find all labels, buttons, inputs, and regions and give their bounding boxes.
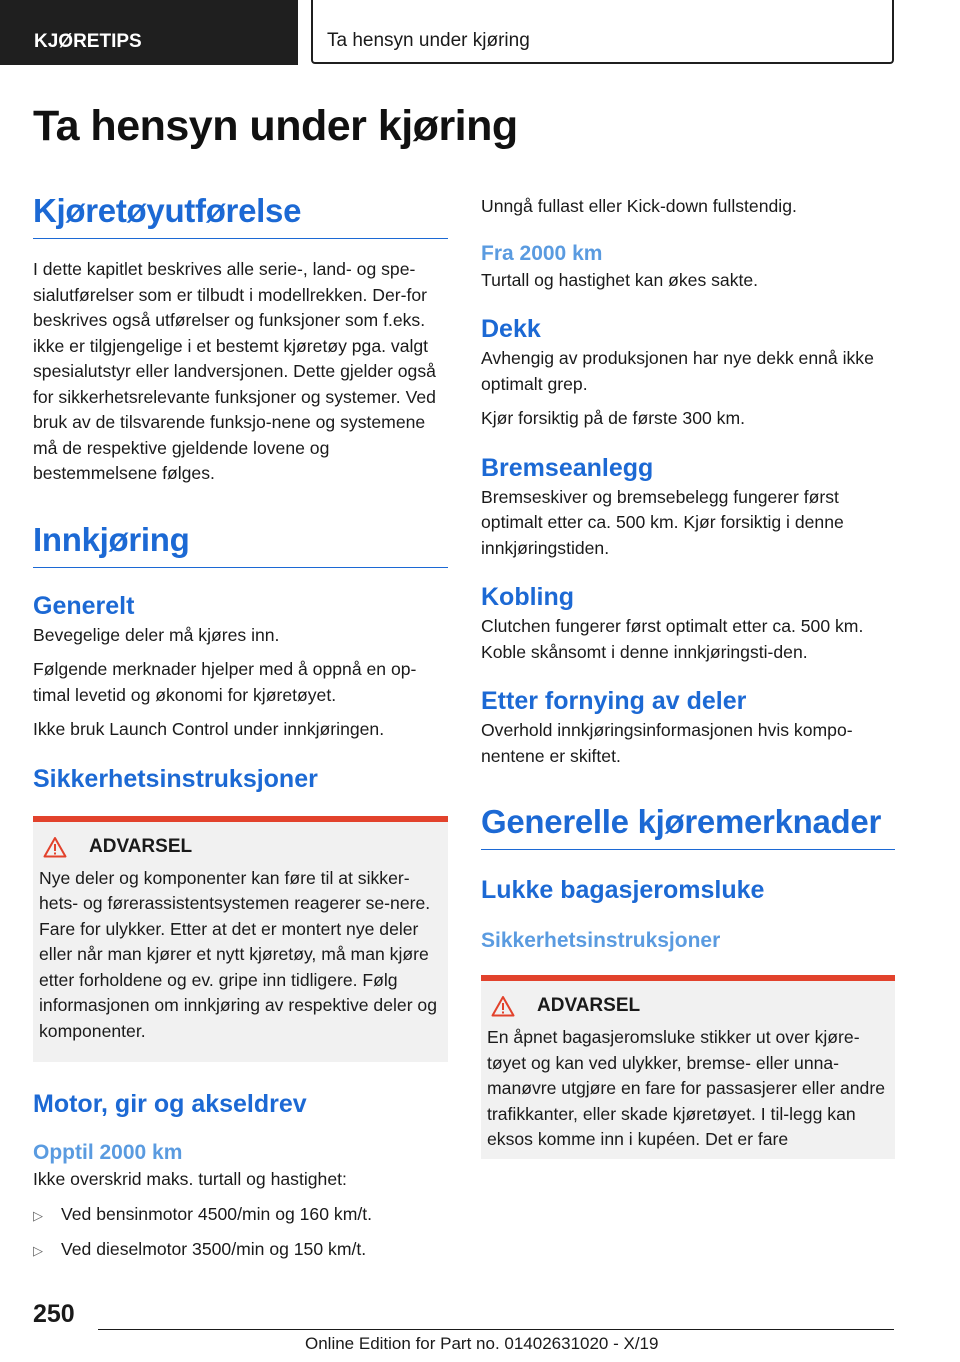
- heading-bremseanlegg: Bremseanlegg: [481, 453, 654, 482]
- warning-label: ADVARSEL: [89, 835, 193, 857]
- topic-tab: [311, 0, 894, 64]
- paragraph-fra-2000: Turtall og hastighet kan økes sakte.: [481, 269, 759, 290]
- warning-text: Nye deler og komponenter kan føre til at sikker-hets- og førerassistentsystemen reagerer se-nere. Fare for ulykker. Etter at det er montert nye deler eller når man kjører et nytt kjøretøy, må man kjøre etter forholdene og ev. gripe inn tidligere. Følg informasjonen om innkjøring av respektive deler og komponenter.: [39, 867, 438, 1041]
- heading-kjoretoyutforelse: Kjøretøyutførelse: [33, 192, 448, 239]
- footer-divider: [98, 1329, 894, 1330]
- chapter-label: KJØRETIPS: [34, 31, 142, 52]
- page-title: Ta hensyn under kjøring: [33, 102, 518, 150]
- heading-kobling: Kobling: [481, 583, 575, 611]
- paragraph-kjoretoyutforelse: I dette kapitlet beskrives alle serie-, land- og spe-sialutførelser som er tilbudt i modellrekken. Der-for beskrives også utførelser og funksjoner som f.eks. ikke er tilgjengelige i et bestemt kjøretøy pga. valgt spesialutstyr eller landversjonen. Dette gjelder også for sikkerhetsrelevante funksjoner og systemer. Ved bruk av de tilsvarende funksjo-nene og systemene må de respektive gjeldende lovene og bestemmelsene følges.: [33, 259, 436, 483]
- heading-opptil-2000: Opptil 2000 km: [33, 1141, 183, 1164]
- right-column: [481, 192, 895, 1159]
- list-item-text: Ved bensinmotor 4500/min og 160 km/t.: [61, 1203, 373, 1224]
- footer-edition: Online Edition for Part no. 01402631020 - X/19: [305, 1334, 659, 1353]
- paragraph-kobling: Clutchen fungerer først optimalt etter ca. 500 km. Koble skånsomt i denne innkjøringsti-den.: [481, 616, 864, 662]
- warning-box-right: [481, 975, 895, 1159]
- list-item: [33, 1237, 448, 1264]
- heading-sikkerhetsinstruksjoner-right: Sikkerhetsinstruksjoner: [481, 929, 721, 952]
- warning-text: En åpnet bagasjeromsluke stikker ut over kjøre-tøyet og kan ved ulykker, bremse- eller unna-manøvre utgjøre en fare for passasjerer eller andre trafikkanter, eller skade kjøretøyet. I til-legg kan eksos komme inn i kupéen. Det er fare: [487, 1027, 885, 1149]
- paragraph-generelt-1: Bevegelige deler må kjøres inn.: [33, 624, 280, 645]
- paragraph-unnga-fullast: Unngå fullast eller Kick-down fullstendig.: [481, 196, 797, 216]
- triangle-bullet-icon: ▷: [33, 1207, 43, 1223]
- warning-header: [39, 836, 442, 858]
- heading-generelle-kjoremerknader: Generelle kjøremerknader: [481, 803, 895, 850]
- page-number: 250: [33, 1300, 75, 1328]
- list-item: [33, 1202, 448, 1229]
- left-column: [33, 192, 448, 1273]
- heading-generelt: Generelt: [33, 591, 135, 620]
- warning-triangle-icon: [487, 995, 537, 1017]
- paragraph-opptil: Ikke overskrid maks. turtall og hastighet:: [33, 1169, 347, 1189]
- warning-label: ADVARSEL: [537, 995, 641, 1016]
- warning-triangle-icon: [39, 836, 89, 858]
- paragraph-bremseanlegg: Bremseskiver og bremsebelegg fungerer først optimalt etter ca. 500 km. Kjør forsiktig i denne innkjøringstiden.: [481, 486, 844, 558]
- topic-label: Ta hensyn under kjøring: [327, 30, 530, 51]
- paragraph-dekk-1: Avhengig av produksjonen har nye dekk ennå ikke optimalt grep.: [481, 348, 874, 394]
- paragraph-generelt-2: Følgende merknader hjelper med å oppnå en op-timal levetid og økonomi for kjøretøyet.: [33, 659, 417, 705]
- chapter-tab: [0, 0, 298, 65]
- heading-etter-fornying: Etter fornying av deler: [481, 687, 747, 715]
- paragraph-etter-fornying: Overhold innkjøringsinformasjonen hvis kompo-nentene er skiftet.: [481, 720, 853, 766]
- heading-fra-2000: Fra 2000 km: [481, 241, 603, 265]
- heading-motor-gir: Motor, gir og akseldrev: [33, 1090, 307, 1118]
- list-item-text: Ved dieselmotor 3500/min og 150 km/t.: [61, 1239, 367, 1259]
- heading-dekk: Dekk: [481, 315, 541, 343]
- warning-header: [487, 995, 889, 1017]
- paragraph-generelt-3: Ikke bruk Launch Control under innkjøringen.: [33, 719, 385, 739]
- paragraph-dekk-2: Kjør forsiktig på de første 300 km.: [481, 408, 745, 428]
- warning-box-left: [33, 816, 448, 1063]
- triangle-bullet-icon: ▷: [33, 1243, 43, 1258]
- heading-innkjoring: Innkjøring: [33, 521, 448, 568]
- heading-lukke-bagasjeromsluke: Lukke bagasjeromsluke: [481, 876, 765, 904]
- heading-sikkerhetsinstruksjoner-left: Sikkerhetsinstruksjoner: [33, 764, 318, 793]
